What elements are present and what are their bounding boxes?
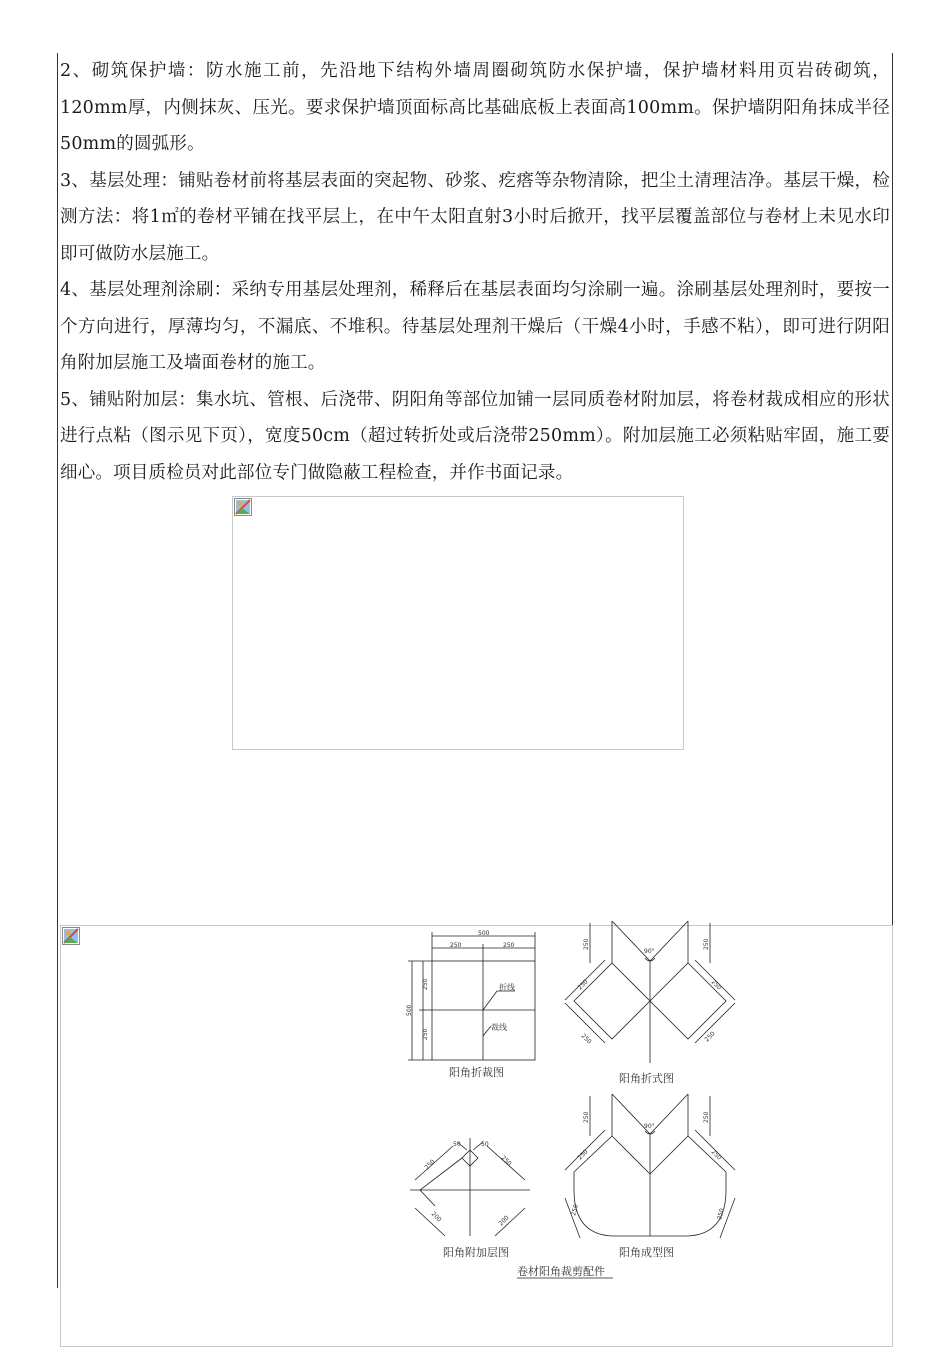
dim-half-b: 250 — [503, 942, 515, 949]
formed-dim-ll: 250 — [570, 1203, 580, 1217]
paragraph-5: 5、铺贴附加层：集水坑、管根、后浇带、阴阳角等部位加铺一层同质卷材附加层，将卷材裁成相应的形状进行点粘（图示见下页），宽度50cm（超过转折处或后浇带250mm）。附加层施工必须粘贴牢固，施工要细心。项目质检员对此部位专门做隐蔽工程检查，并作书面记录。 — [60, 389, 890, 483]
fold-dim-ul: 250 — [576, 978, 590, 992]
corner-cut-drawing — [405, 918, 750, 1283]
fold-dim-top-right: 250 — [703, 938, 710, 950]
additional-layer-caption: 阳角附加层图 — [443, 1246, 509, 1259]
fold-dim-top-left: 250 — [583, 938, 590, 950]
paragraph-3: 3、基层处理：铺贴卷材前将基层表面的突起物、砂浆、疙瘩等杂物清除，把尘土清理洁净。基层干燥，检测方法：将1㎡的卷材平铺在找平层上，在中午太阳直射3小时后掀开，找平层覆盖部位与卷材上未见水印即可做防水层施工。 — [60, 170, 890, 264]
add-dim-lr: 200 — [497, 1214, 511, 1228]
add-dim-ur: 250 — [499, 1154, 513, 1168]
fold-cut-caption: 阳角折裁图 — [449, 1066, 504, 1079]
dim-left-top: 250 — [422, 978, 429, 990]
formed-angle: 90° — [644, 1123, 655, 1130]
additional-layer-panel — [410, 1138, 530, 1236]
fold-dim-lr: 250 — [703, 1030, 717, 1044]
add-dim-ll: 200 — [429, 1210, 443, 1224]
paragraph-2: 2、砌筑保护墙：防水施工前，先沿地下结构外墙周圈砌筑防水保护墙，保护墙材料用页岩砖砌筑，120mm厚，内侧抹灰、压光。要求保护墙顶面标高比基础底板上表面高100mm。保护墙阴阳角抹成半径50mm的圆弧形。 — [60, 61, 890, 154]
dim-half-a: 250 — [450, 942, 462, 949]
formed-dim-top-right: 250 — [703, 1111, 710, 1123]
dim-total-width: 500 — [478, 930, 490, 937]
image-placeholder-1 — [232, 496, 684, 750]
drawing-title: 卷材阳角裁剪配件 — [517, 1265, 605, 1278]
fold-dim-ur: 250 — [709, 978, 723, 992]
formed-dim-ur: 250 — [709, 1148, 723, 1162]
formed-dim-top-left: 250 — [583, 1111, 590, 1123]
fold-angle: 90° — [644, 948, 655, 955]
formed-dim-lr: 250 — [716, 1207, 726, 1221]
formed-dim-ul: 250 — [576, 1148, 590, 1162]
fold-style-caption: 阳角折式图 — [619, 1072, 674, 1085]
dim-left-bottom: 250 — [422, 1028, 429, 1040]
formed-caption: 阳角成型图 — [619, 1246, 674, 1259]
add-dim-a: 50 — [453, 1141, 461, 1148]
fold-line-label: 折线 — [499, 983, 515, 992]
left-border — [57, 53, 58, 1288]
broken-image-icon — [62, 927, 80, 945]
paragraph-4: 4、基层处理剂涂刷：采纳专用基层处理剂，稀释后在基层表面均匀涂刷一遍。涂刷基层处理剂时，要按一个方向进行，厚薄均匀，不漏底、不堆积。待基层处理剂干燥后（干燥4小时，手感不粘），即可进行阴阳角附加层施工及墙面卷材的施工。 — [60, 280, 890, 373]
add-dim-ul: 250 — [423, 1158, 437, 1172]
broken-image-icon — [234, 498, 252, 516]
text-block — [60, 53, 890, 491]
add-dim-b: 50 — [481, 1141, 489, 1148]
fold-dim-ll: 250 — [579, 1032, 593, 1046]
cut-line-label: 裁线 — [491, 1023, 507, 1032]
dim-total-height: 500 — [406, 1004, 413, 1016]
